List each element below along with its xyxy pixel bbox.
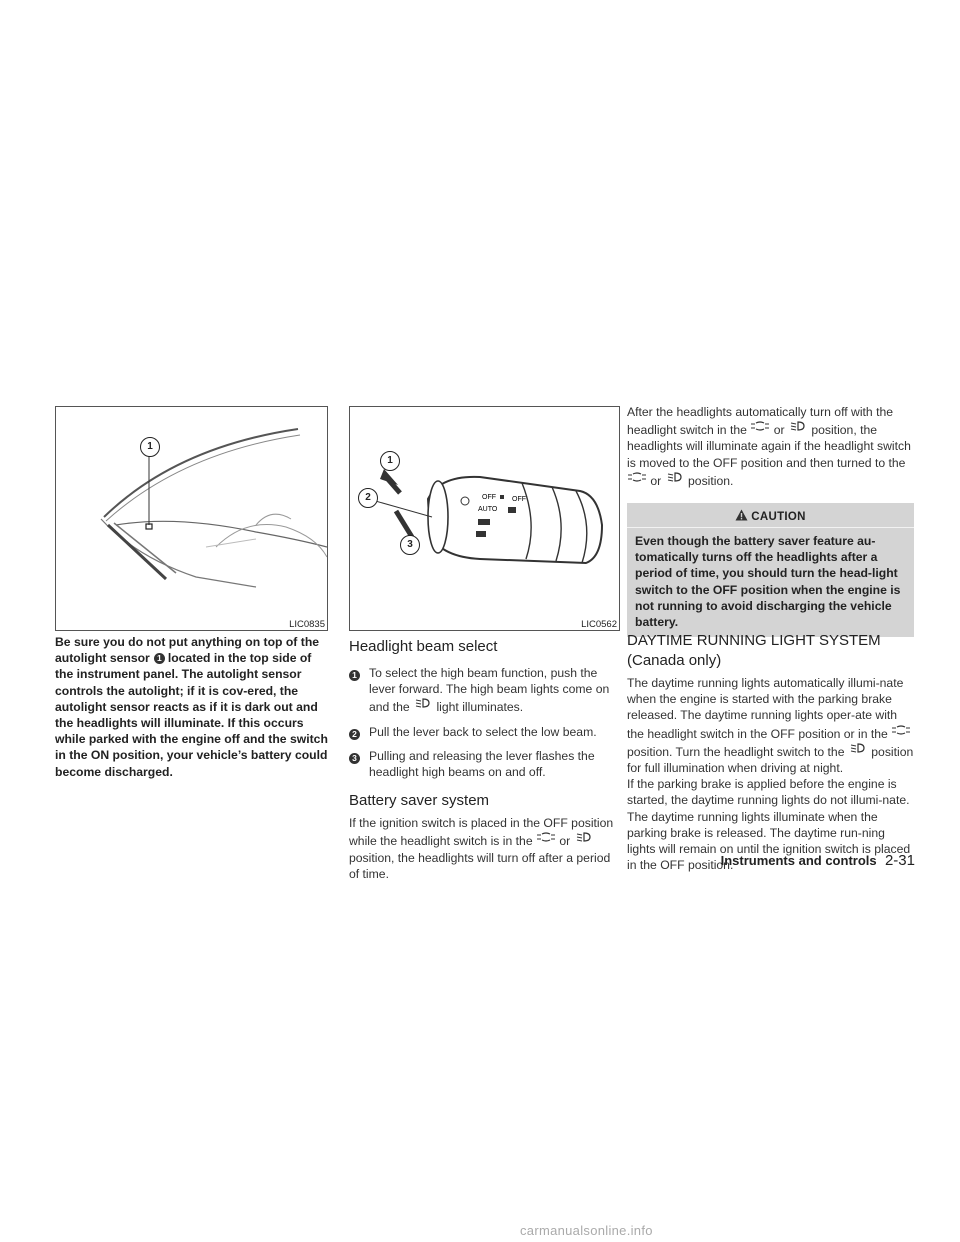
windshield-illustration [56,407,327,630]
heading-headlight-beam-select: Headlight beam select [349,638,498,655]
drl-paragraph-1 [627,675,914,776]
figure-autolight-sensor [55,406,328,631]
warning-text-post: located in the top side of the instrument panel. The autolight sensor controls the autolight; if it is cov-ered, the autolight sensor reacts as if it is dark out and the headlights will illuminate. If this occurs while parked with the engine off and the switch in the ON position, your vehicle’s battery could become discharged. [55,651,328,779]
text: If the ignition switch is placed in the OFF position while the headlight switch is in the [349,816,614,849]
low-beam-icon [665,471,685,483]
step-number-icon: 2 [349,729,360,740]
parking-light-icon [627,471,647,483]
step-number-icon: 1 [349,670,360,681]
parking-light-icon [536,831,556,843]
warning-text-pre: Be sure you do not put anything on top of the autolight sensor [55,635,320,666]
column-1 [55,634,328,780]
figure-headlight-lever [349,406,620,631]
step-1 [349,665,622,716]
figure-code: LIC0562 [581,619,617,630]
heading-battery-saver: Battery saver system [349,792,490,810]
drl-paragraph-2: If the parking brake is applied before the engine is started, the daytime running lights do not illumi-nate. The daytime running lights illuminate when the parking brake is released. The daytime run-ning lights will remain on until the ignition switch is placed in the OFF position. [627,777,911,873]
text: The daytime running lights automatically illumi-nate when the engine is started with the parking brake released. The daytime running lights oper-ate with the headlight switch in the OFF position or in the [627,676,904,741]
heading-line-1: DAYTIME RUNNING LIGHT SYSTEM [627,632,881,649]
caution-title: CAUTION [751,511,806,523]
text: position. [688,473,734,488]
callout-number-icon: 1 [154,653,165,664]
step-3 [349,748,622,780]
step-number-icon: 3 [349,753,360,764]
parking-light-icon [750,420,770,432]
low-beam-icon [788,420,808,432]
text: or [559,834,571,849]
battery-saver-continued [627,404,914,489]
heading-line-2: (Canada only) [627,652,722,669]
step-2 [349,724,622,740]
step-text: Pulling and releasing the lever flashes the headlight high beams on and off. [369,748,595,780]
step-text-end: light illuminates. [436,700,524,715]
footer-section: Instruments and controls [720,853,877,868]
autolight-warning [55,634,328,780]
figure-code: LIC0835 [289,619,325,630]
warning-icon [735,509,748,521]
text: position. Turn the headlight switch to the [627,744,845,759]
column-2 [349,637,622,882]
text: or [650,473,662,488]
switch-label-off-2: OFF [512,496,526,503]
page-footer [721,852,915,869]
column-3 [627,404,914,489]
low-beam-icon [848,742,868,754]
text: position for full illumination when driving at night. [627,744,914,776]
page-number: 2-31 [884,852,915,869]
figure-callout-2: 2 [358,488,378,508]
text: or [773,423,785,438]
text: position, the headlights will illuminate again if the headlight switch is moved to the OFF position and then turned to the [627,423,911,470]
parking-light-icon [891,724,911,736]
figure-callout-3: 3 [400,535,420,555]
figure-callout-1: 1 [140,437,160,457]
switch-label-off: OFF [482,494,496,501]
figure-callout-1: 1 [380,451,400,471]
text: After the headlights automatically turn off with the headlight switch in the [627,405,894,438]
drl-section [627,631,914,873]
step-text: To select the high beam function, push the lever forward. The high beam lights come on and the [369,666,610,715]
caution-text: Even though the battery saver feature au-tomatically turns off the headlights after a period of time, you should turn the head-light switch to the OFF position when the engine is not running to avoid discharging the vehicle battery. [635,534,901,630]
caution-header [627,503,914,528]
step-text: Pull the lever back to select the low beam. [369,724,597,739]
text: position, the headlights will turn off after a period of time. [349,850,611,881]
caution-box [627,503,914,637]
watermark: carmanualsonline.info [520,1223,653,1238]
low-beam-icon [413,697,433,709]
battery-saver-paragraph [349,815,622,882]
switch-label-auto: AUTO [478,506,498,513]
low-beam-icon [574,831,594,843]
headlight-lever-illustration [350,407,619,630]
heading-drl [627,631,914,671]
